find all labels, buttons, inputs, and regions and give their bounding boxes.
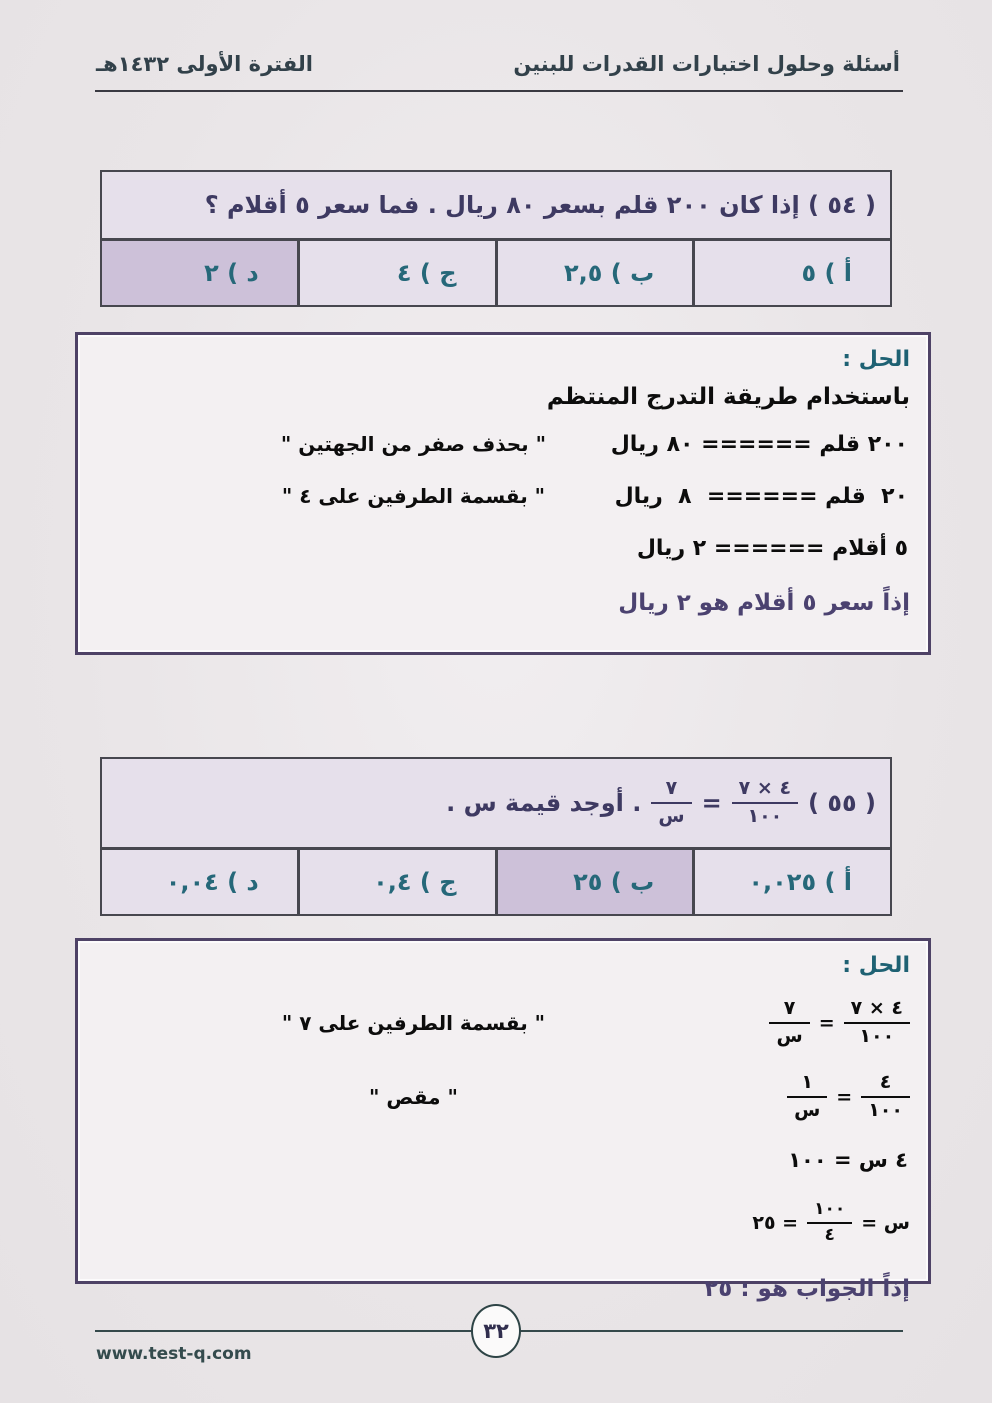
fraction-bar — [807, 1222, 852, 1224]
option-d-label: د ) ٢ — [204, 259, 259, 287]
option-c — [300, 850, 495, 914]
question-54-box — [100, 170, 892, 307]
equation-lead: س = — [861, 1212, 910, 1234]
header-title: أسئلة وحلول اختبارات القدرات للبنين — [513, 52, 900, 76]
equals-sign: = — [701, 789, 722, 817]
step-note: " بحذف صفر من الجهتين " — [280, 432, 547, 456]
fraction-numerator: ٧ — [783, 997, 796, 1020]
option-a-label: أ ) ٥ — [801, 259, 852, 287]
step-equation: ٤ س = ١٠٠ — [788, 1148, 908, 1172]
option-c — [300, 241, 495, 305]
option-c-label: ج ) ٤ — [396, 259, 457, 287]
fraction-equation — [752, 1200, 910, 1245]
fraction-numerator: ١٠٠ — [814, 1199, 846, 1220]
fraction-bar — [861, 1096, 910, 1098]
option-d — [102, 241, 297, 305]
solution-54-method: باستخدام طريقة التدرج المنتظم — [546, 384, 910, 410]
solution-54-box — [75, 332, 931, 655]
fraction-numerator: ٤ — [879, 1071, 892, 1094]
solution-55-heading: الحل : — [842, 953, 910, 978]
fraction-numerator: ٧ — [665, 777, 678, 800]
question-55-options — [102, 850, 890, 914]
option-b — [498, 850, 693, 914]
fraction-denominator: ١٠٠ — [747, 805, 783, 827]
fraction — [807, 1200, 852, 1245]
header-date: الفترة الأولى ١٤٣٢هـ — [96, 52, 313, 76]
fraction-bar — [732, 802, 798, 804]
question-54-options — [102, 241, 890, 305]
fraction-numerator: ١ — [801, 1071, 813, 1094]
solution-55-step-2 — [96, 1068, 910, 1126]
question-55-text-row — [102, 759, 890, 850]
solution-55-box — [75, 938, 931, 1302]
option-d-label: د ) ٠,٠٤ — [165, 868, 259, 896]
solution-54-heading: الحل : — [842, 347, 910, 372]
question-54-text: ( ٥٤ ) إذا كان ٢٠٠ قلم بسعر ٨٠ ريال . فما سعر ٥ أقلام ؟ — [204, 191, 876, 219]
equation-tail: = ٢٥ — [752, 1212, 799, 1234]
fraction — [651, 778, 691, 828]
question-54-text-row — [102, 172, 890, 241]
option-b-label: ب ) ٢,٥ — [564, 259, 655, 287]
fraction-bar — [769, 1022, 809, 1024]
fraction — [732, 778, 798, 828]
option-a — [695, 241, 890, 305]
fraction-bar — [651, 802, 691, 804]
step-equation: ٥ أقلام ====== ٢ ريال — [636, 535, 908, 561]
fraction-denominator: ١٠٠ — [859, 1025, 895, 1047]
solution-54-conclusion: إذاً سعر ٥ أقلام هو ٢ ريال — [618, 590, 910, 616]
question-55-text: . أوجد قيمة س . — [446, 789, 642, 817]
step-equation: ٢٠٠ قلم ====== ٨٠ ريال — [610, 431, 908, 457]
fraction-equation — [769, 998, 910, 1048]
step-equation: ٢٠ قلم ====== ٨ ريال — [614, 483, 908, 509]
option-a-label: أ ) ٠,٠٢٥ — [748, 868, 852, 896]
solution-55-step-1 — [96, 994, 910, 1052]
page-number: ٣٢ — [483, 1319, 509, 1343]
option-c-label: ج ) ٠,٤ — [373, 868, 457, 896]
solution-54-step-2 — [96, 478, 910, 514]
fraction-numerator: ٤ × ٧ — [738, 777, 792, 800]
step-note: " بقسمة الطرفين على ٧ " — [281, 1011, 546, 1035]
option-a — [695, 850, 890, 914]
page-number-badge — [471, 1304, 521, 1358]
website-url: www.test-q.com — [96, 1344, 252, 1364]
fraction — [787, 1072, 827, 1122]
fraction-denominator: س — [776, 1025, 803, 1047]
fraction — [844, 998, 910, 1048]
step-note: " مقص " — [369, 1085, 458, 1109]
fraction-equation — [787, 1072, 910, 1122]
fraction-denominator: س — [658, 805, 685, 827]
fraction-denominator: ١٠٠ — [868, 1099, 903, 1121]
option-d — [102, 850, 297, 914]
solution-55-conclusion: إذاً الجواب هو : ٢٥ — [704, 1276, 910, 1302]
option-b-label: ب ) ٢٥ — [573, 868, 655, 896]
equals-sign: = — [818, 1012, 835, 1034]
solution-54-step-3 — [96, 530, 910, 566]
equals-sign: = — [836, 1086, 853, 1108]
fraction-bar — [787, 1096, 827, 1098]
step-note: " بقسمة الطرفين على ٤ " — [281, 484, 546, 508]
fraction-denominator: س — [794, 1099, 821, 1121]
solution-55-step-4 — [96, 1194, 910, 1252]
solution-55-step-3 — [96, 1142, 910, 1178]
fraction-numerator: ٤ × ٧ — [850, 997, 903, 1020]
option-b — [498, 241, 693, 305]
header-rule — [95, 90, 903, 92]
question-55-number: ( ٥٥ ) — [808, 789, 876, 817]
fraction — [769, 998, 809, 1048]
fraction — [861, 1072, 910, 1122]
solution-54-step-1 — [96, 426, 910, 462]
fraction-denominator: ٤ — [824, 1225, 835, 1245]
question-55-box — [100, 757, 892, 916]
fraction-bar — [844, 1022, 910, 1024]
